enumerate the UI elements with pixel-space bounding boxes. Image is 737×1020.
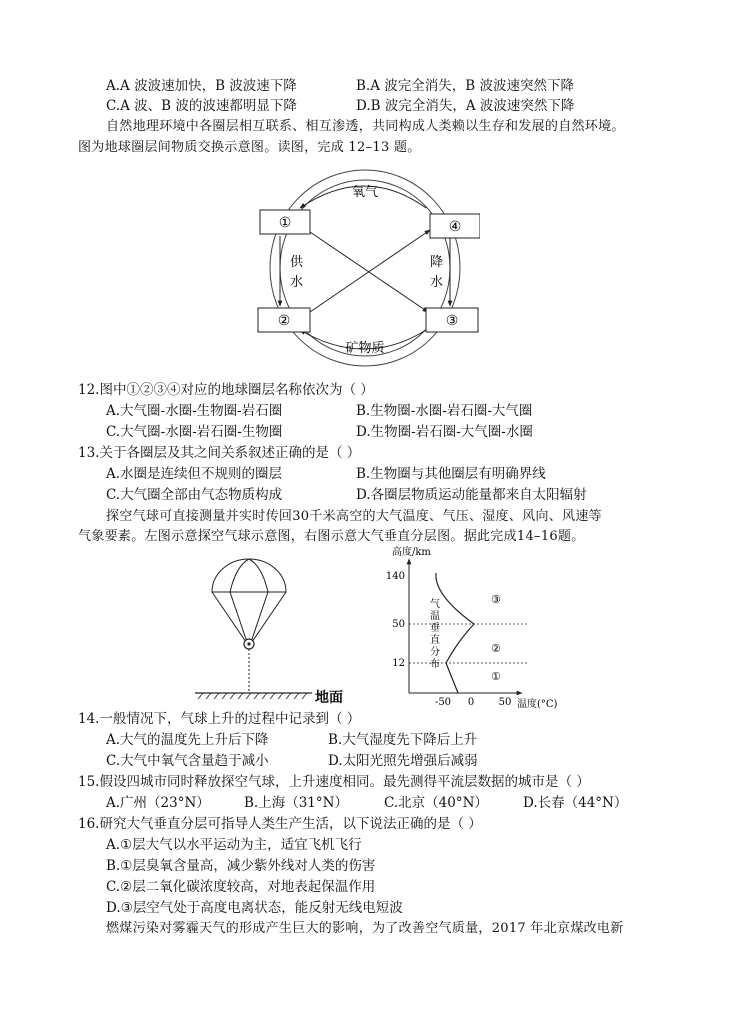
q15-option-b: B.上海（31°N） (244, 795, 348, 811)
precipitation-label-1: 降 (430, 255, 444, 270)
q14-option-a: A.大气的温度先上升后下降 (106, 732, 269, 748)
q11-option-c: C.A 波、B 波的波速都明显下降 (106, 98, 297, 114)
q16-option-b: B.①层臭氧含量高，减少紫外线对人类的伤害 (106, 858, 376, 874)
box-4-label: ④ (448, 219, 462, 235)
intro-paragraph-2-line-2: 气象要素。左图示意探空气球示意图，右图示意大气垂直分层图。据此完成14–16题。 (78, 529, 585, 544)
q14-option-c: C.大气中氧气含量趋于减小 (106, 753, 269, 769)
intro-paragraph-1-line-1: 自然地理环境中各圈层相互联系、相互渗透，共同构成人类赖以生存和发展的自然环境。 (106, 119, 625, 134)
q16-option-d: D.③层空气处于高度电离状态，能反射无线电短波 (106, 900, 403, 916)
sonde-core (247, 642, 250, 645)
layer-2-label: ② (491, 642, 501, 655)
y-tick-12: 12 (392, 658, 405, 669)
precipitation-label-2: 水 (430, 275, 444, 290)
q15-option-a: A.广州（23°N） (106, 795, 210, 811)
q12-option-a: A.大气圈-水圈-生物圈-岩石圈 (106, 403, 283, 419)
balloon-diagram (190, 552, 360, 707)
q14-stem: 14.一般情况下，气球上升的过程中记录到（ ） (78, 711, 361, 727)
curve-label-char-2: 温 (430, 611, 440, 622)
intro-paragraph-1-line-2: 图为地球圈层间物质交换示意图。读图，完成 12–13 题。 (78, 140, 421, 155)
atmosphere-layer-chart (382, 545, 572, 717)
q15-stem: 15.假设四城市同时释放探空气球，上升速度相同。最先测得平流层数据的城市是（ ） (78, 774, 590, 790)
q16-option-a: A.①层大气以水平运动为主，适宜飞机飞行 (106, 837, 362, 853)
suspension-line-2 (252, 592, 286, 642)
curve-label-char-3: 垂 (430, 623, 440, 634)
q13-option-a: A.水圈是连续但不规则的圈层 (106, 466, 283, 482)
y-axis-title: 高度/km (392, 547, 431, 558)
suspension-line-3 (230, 592, 247, 642)
intro-paragraph-2-line-1: 探空气球可直接测量并实时传回30千米高空的大气温度、气压、湿度、风向、风速等 (106, 509, 602, 524)
ground-hatching (198, 693, 307, 699)
y-tick-50: 50 (392, 619, 405, 630)
sphere-exchange-diagram (250, 162, 480, 374)
q12-option-d: D.生物圈-岩石圈-大气圈-水圈 (356, 424, 533, 440)
q12-option-c: C.大气圈-水圈-岩石圈-生物圈 (106, 424, 283, 440)
y-tick-140: 140 (385, 571, 405, 582)
layer-1-label: ① (491, 670, 501, 683)
q15-option-c: C.北京（40°N） (384, 795, 488, 811)
curve-label-char-4: 直 (430, 635, 440, 646)
water-supply-label-2: 水 (290, 275, 304, 290)
q13-stem: 13.关于各圈层及其之间关系叙述正确的是（ ） (78, 445, 361, 461)
box-3-label: ③ (445, 313, 459, 329)
layer-3-label: ③ (491, 593, 501, 606)
q16-option-c: C.②层二氧化碳浓度较高，对地表起保温作用 (106, 879, 376, 895)
q11-option-b: B.A 波完全消失，B 波波速突然下降 (356, 78, 574, 94)
q12-option-b: B.生物圈-水圈-岩石圈-大气圈 (356, 403, 533, 419)
box-2-label: ② (277, 313, 291, 329)
suspension-line-4 (251, 592, 268, 642)
q14-option-d: D.太阳光照先增强后减弱 (328, 753, 478, 769)
q15-option-d: D.长春（44°N） (523, 795, 628, 811)
q12-stem: 12.图中①②③④对应的地球圈层名称依次为（ ） (78, 382, 374, 398)
q11-option-a: A.A 波波速加快，B 波波速下降 (106, 78, 297, 94)
curve-label-char-1: 气 (430, 599, 440, 610)
x-tick-50: 50 (498, 697, 512, 708)
x-axis-title: 温度(°C) (517, 699, 558, 710)
oxygen-label: 氧气 (351, 185, 379, 200)
diagonal-arrow-2-to-4 (310, 230, 430, 312)
water-supply-label-1: 供 (290, 255, 304, 270)
temperature-curve (436, 573, 474, 693)
mineral-label: 矿物质 (345, 341, 385, 356)
q13-option-b: B.生物圈与其他圈层有明确界线 (356, 466, 546, 482)
q13-option-c: C.大气圈全部由气态物质构成 (106, 487, 283, 503)
q13-option-d: D.各圈层物质运动能量都来自太阳辐射 (356, 487, 587, 503)
q14-option-b: B.大气湿度先下降后上升 (328, 732, 478, 748)
intro-paragraph-3-line-1: 燃煤污染对雾霾天气的形成产生巨大的影响，为了改善空气质量，2017 年北京煤改电新 (106, 921, 624, 936)
q16-stem: 16.研究大气垂直分层可指导人类生产生活，以下说法正确的是（ ） (78, 816, 482, 832)
balloon-canopy (212, 559, 286, 592)
ground-label: 地面 (315, 690, 343, 706)
suspension-line-1 (212, 592, 246, 642)
curve-label-char-6: 布 (430, 659, 440, 670)
box-1-label: ① (278, 215, 292, 231)
curve-label-char-5: 分 (430, 647, 440, 658)
x-tick-neg50: -50 (434, 697, 452, 708)
q11-option-d: D.B 波完全消失，A 波波速突然下降 (356, 98, 575, 114)
x-tick-0: 0 (467, 697, 475, 708)
